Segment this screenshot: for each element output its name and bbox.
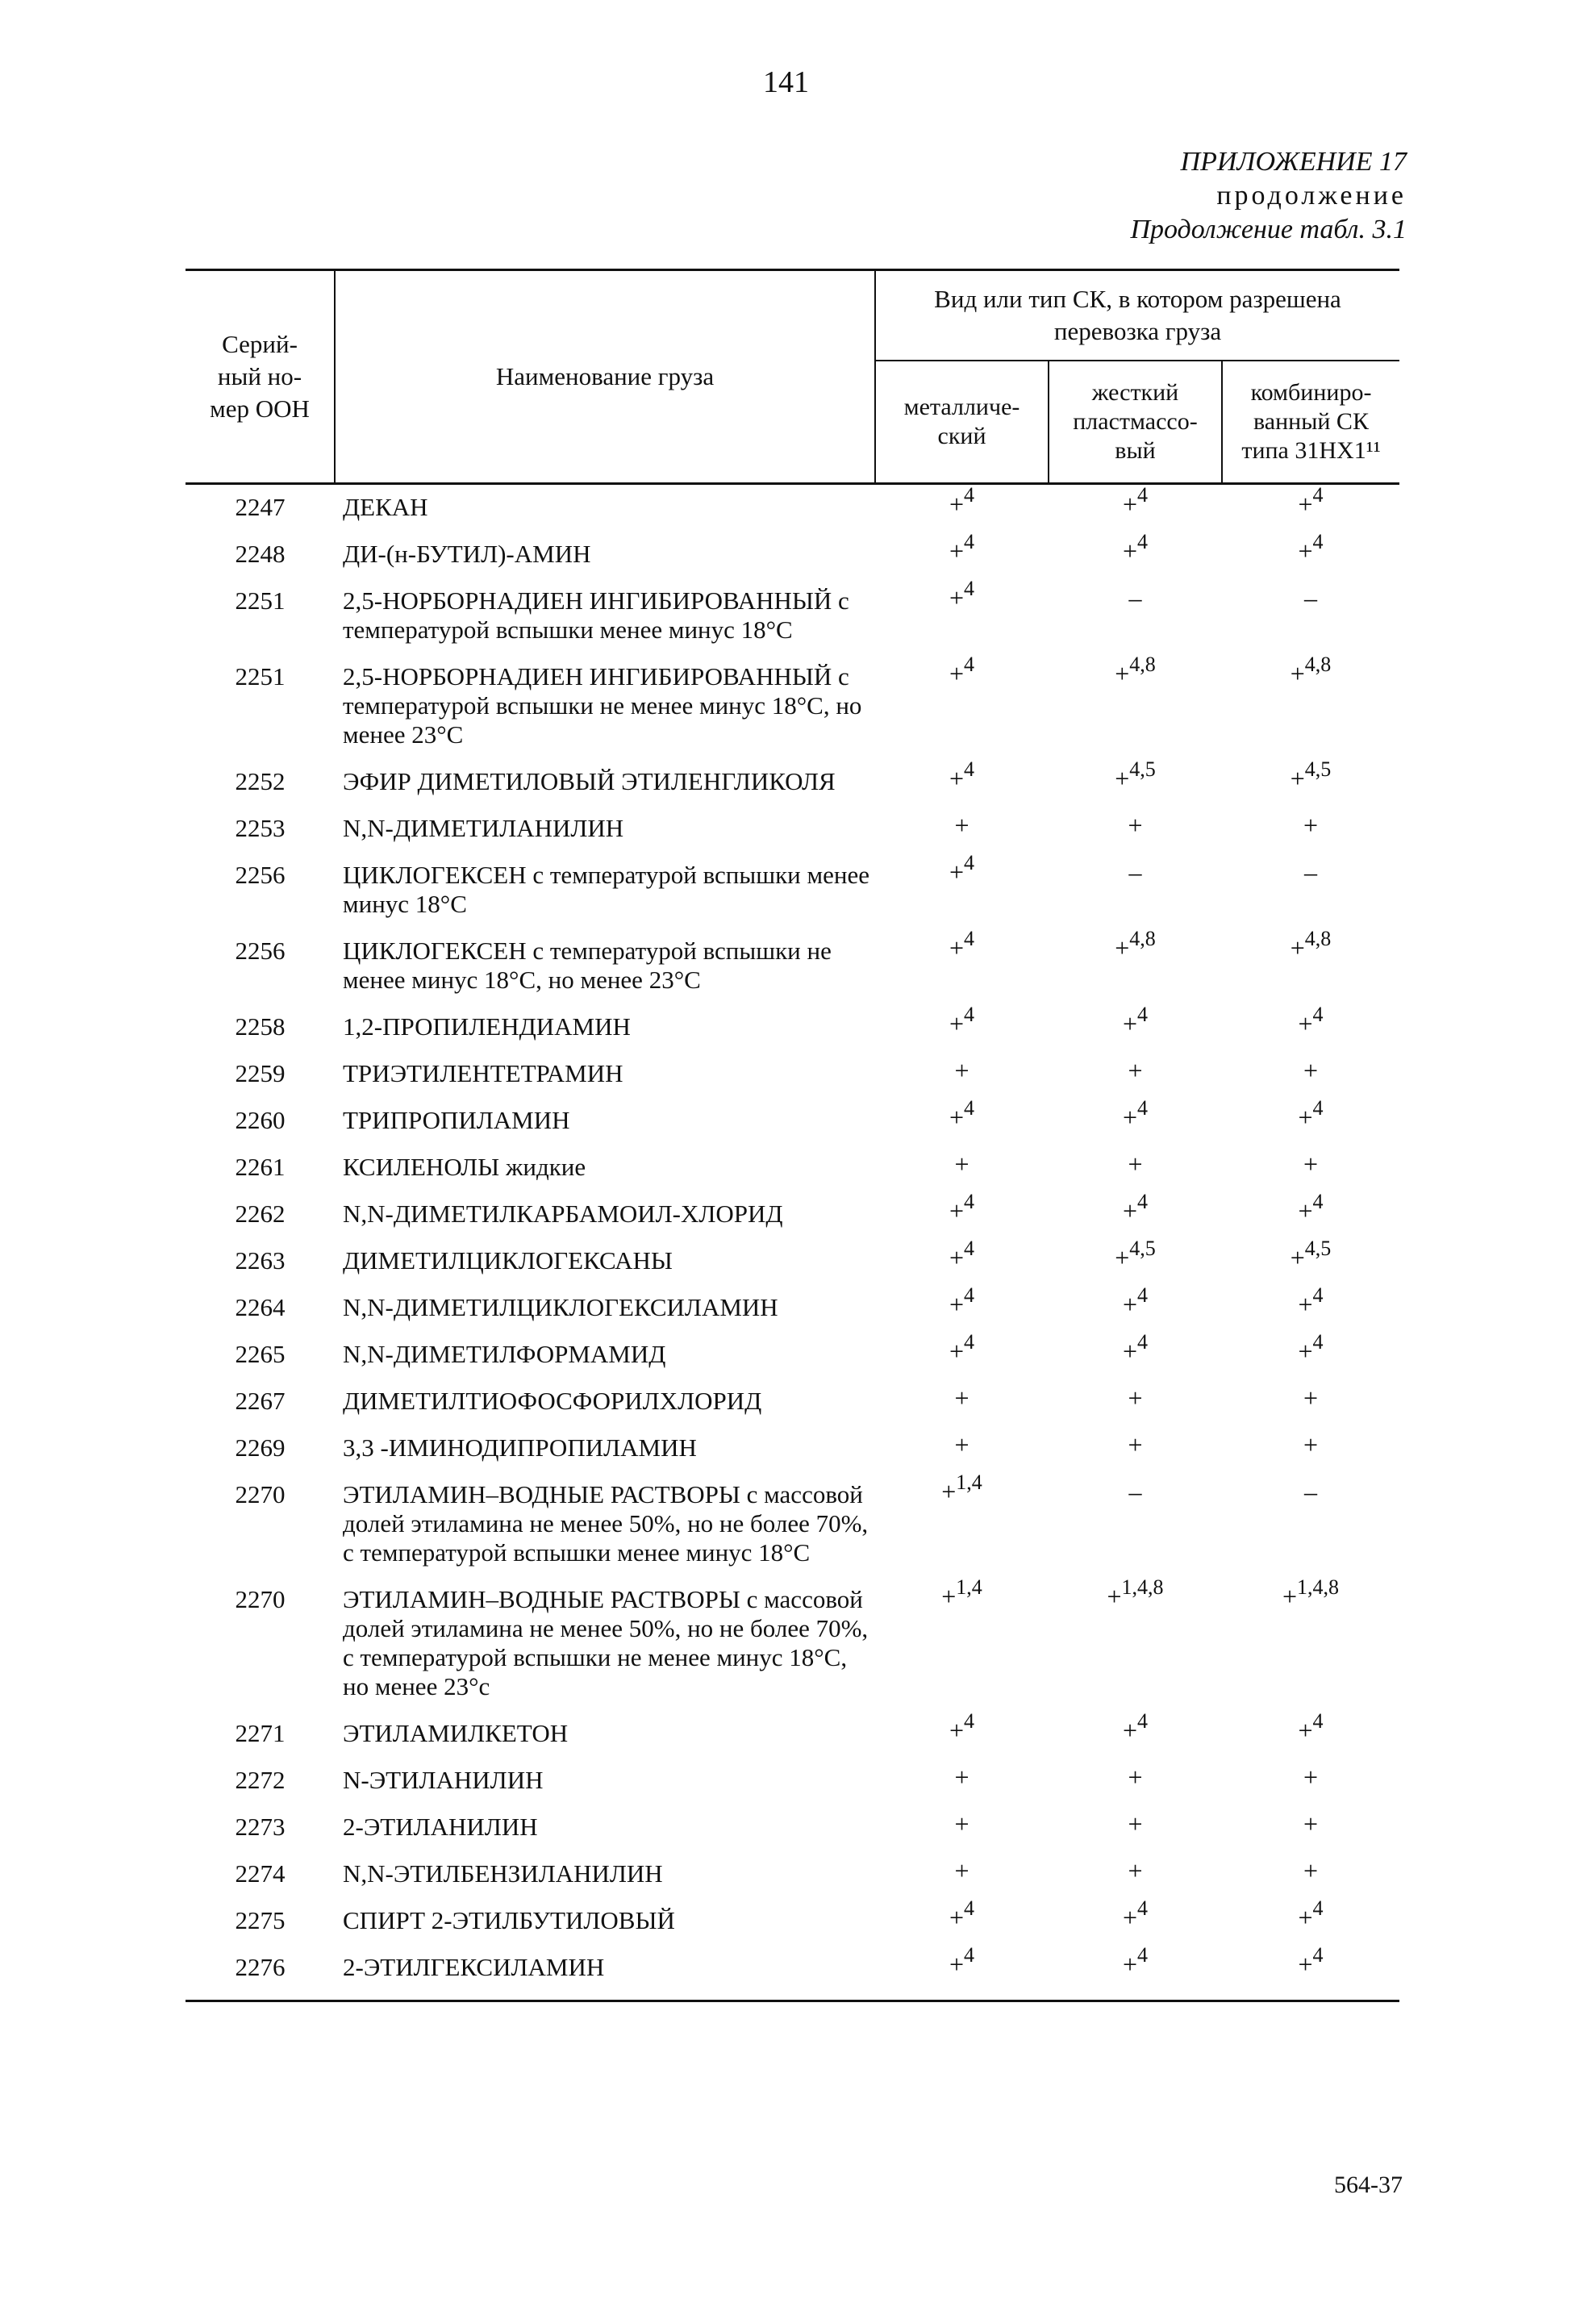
table-row <box>186 1577 1399 1711</box>
table-row <box>186 1379 1399 1425</box>
composite-value-cell <box>1222 1851 1399 1898</box>
footnote-ref: 4 <box>1312 483 1324 507</box>
cargo-name-cell: ЭФИР ДИМЕТИЛОВЫЙ ЭТИЛЕНГЛИКОЛЯ <box>343 767 836 795</box>
footnote-ref: 4,8 <box>1304 927 1332 951</box>
composite-value-cell <box>1222 1098 1399 1145</box>
page-number: 141 <box>763 65 809 99</box>
rigid-plastic-value-cell <box>1049 1145 1222 1191</box>
table-row <box>186 484 1399 532</box>
metal-value-cell <box>875 1004 1049 1051</box>
appendix-header <box>1130 145 1407 247</box>
cargo-name-cell: ЭТИЛАМИЛКЕТОН <box>343 1719 569 1747</box>
footnote-ref: 4 <box>1137 1283 1149 1308</box>
composite-value-cell <box>1222 1945 1399 2001</box>
metal-value-cell <box>875 484 1049 532</box>
cargo-name-cell: ЭТИЛАМИН–ВОДНЫЕ РАСТВОРЫ с массовой долей этиламина не менее 50%, но не более 70%, с температурой вспышки менее минус 18°С <box>343 1480 869 1567</box>
permission-sign: + <box>949 583 965 612</box>
footnote-ref: 4 <box>1137 1709 1149 1734</box>
footnote-ref: 4 <box>1137 1330 1149 1354</box>
footnote-ref: 4 <box>1137 1190 1149 1214</box>
metal-value-cell <box>875 1945 1049 2001</box>
un-number-cell: 2276 <box>186 1945 335 2001</box>
metal-value-cell <box>875 1805 1049 1851</box>
permission-sign: + <box>1128 1149 1143 1179</box>
footnote-ref: 4,5 <box>1304 1237 1332 1261</box>
table-row <box>186 1758 1399 1805</box>
permission-sign: + <box>941 1582 957 1611</box>
footnote-ref: 4 <box>964 1003 975 1027</box>
cargo-name-cell: N,N-ДИМЕТИЛАНИЛИН <box>343 814 624 842</box>
permission-sign: + <box>1122 1103 1138 1132</box>
rigid-plastic-value-cell <box>1049 1051 1222 1098</box>
metal-value-cell <box>875 1851 1049 1898</box>
footnote-ref: 4 <box>964 483 975 507</box>
composite-value-cell <box>1222 759 1399 806</box>
footnote-ref: 4 <box>964 1237 975 1261</box>
composite-value-cell <box>1222 484 1399 532</box>
permission-sign: + <box>1298 490 1313 519</box>
footnote-ref: 4 <box>1312 530 1324 554</box>
footnote-ref: 4 <box>964 1896 975 1921</box>
permission-sign: + <box>1122 1950 1138 1979</box>
metal-value-cell <box>875 1332 1049 1379</box>
permission-sign: + <box>1298 1009 1313 1038</box>
rigid-plastic-value-cell <box>1049 532 1222 578</box>
un-number-cell: 2269 <box>235 1433 286 1462</box>
permission-sign: + <box>1303 1056 1319 1085</box>
footnote-ref: 4 <box>964 1096 975 1120</box>
un-number-cell: 2271 <box>235 1719 286 1747</box>
footnote-ref: 4,8 <box>1129 927 1156 951</box>
footnote-ref: 4 <box>1137 1096 1149 1120</box>
un-number-cell: 2256 <box>235 861 286 889</box>
table-row <box>186 532 1399 578</box>
composite-value-cell <box>1222 853 1399 928</box>
rigid-plastic-value-cell <box>1049 928 1222 1004</box>
composite-value-cell <box>1222 1145 1399 1191</box>
table-row <box>186 853 1399 928</box>
permission-sign: + <box>949 490 965 519</box>
permission-sign: + <box>949 1103 965 1132</box>
permission-sign: + <box>1298 1337 1313 1366</box>
permission-sign: + <box>949 764 965 793</box>
footnote-ref: 4 <box>964 1190 975 1214</box>
metal-value-cell <box>875 759 1049 806</box>
permission-sign: + <box>1128 1056 1143 1085</box>
metal-value-cell <box>875 806 1049 853</box>
table-row <box>186 1425 1399 1472</box>
metal-value-cell <box>875 1285 1049 1332</box>
permission-sign: – <box>1304 583 1317 612</box>
permission-sign: + <box>1122 1290 1138 1319</box>
permission-sign: + <box>949 536 965 565</box>
un-number-cell: 2256 <box>235 937 286 965</box>
metal-value-cell <box>875 1191 1049 1238</box>
permission-sign: + <box>1298 1196 1313 1225</box>
table-row <box>186 1098 1399 1145</box>
permission-sign: + <box>1290 764 1305 793</box>
table-row <box>186 654 1399 759</box>
cargo-name-cell: N,N-ДИМЕТИЛКАРБАМОИЛ-ХЛОРИД <box>343 1200 783 1228</box>
footnote-ref: 1,4 <box>956 1575 982 1600</box>
continuation-label: продолжение <box>1216 181 1407 211</box>
un-number-cell: 2274 <box>235 1859 286 1888</box>
cargo-name-cell: 2-ЭТИЛГЕКСИЛАМИН <box>335 1945 875 2001</box>
permission-sign: + <box>949 1290 965 1319</box>
footnote-ref: 4 <box>964 653 975 677</box>
permission-sign: + <box>1107 1582 1122 1611</box>
footnote-ref: 1,4 <box>956 1471 982 1495</box>
rigid-plastic-value-cell <box>1049 1379 1222 1425</box>
footnote-ref: 4 <box>1312 1330 1324 1354</box>
permission-sign: + <box>949 659 965 688</box>
rigid-plastic-value-cell <box>1049 1472 1222 1577</box>
cargo-name-cell: N,N-ДИМЕТИЛФОРМАМИД <box>343 1340 666 1368</box>
permission-sign: + <box>1303 1383 1319 1412</box>
cargo-name-cell: ТРИЭТИЛЕНТЕТРАМИН <box>343 1059 623 1087</box>
permission-sign: + <box>949 1950 965 1979</box>
rigid-plastic-value-cell <box>1049 1238 1222 1285</box>
composite-value-cell <box>1222 1051 1399 1098</box>
cargo-name-cell: ДИМЕТИЛЦИКЛОГЕКСАНЫ <box>343 1246 673 1275</box>
footnote-ref: 4 <box>1312 1283 1324 1308</box>
un-number-cell: 2273 <box>235 1813 286 1841</box>
footnote-ref: 4 <box>1312 1943 1324 1967</box>
permission-sign: + <box>954 1383 969 1412</box>
header-metal: металличе- ский <box>875 361 1049 484</box>
composite-value-cell <box>1222 1898 1399 1945</box>
permission-sign: + <box>1303 1763 1319 1792</box>
cargo-name-cell: N,N-ДИМЕТИЛЦИКЛОГЕКСИЛАМИН <box>343 1293 778 1321</box>
footnote-ref: 4 <box>964 1943 975 1967</box>
un-number-cell: 2253 <box>235 814 286 842</box>
rigid-plastic-value-cell <box>1049 1332 1222 1379</box>
permission-sign: + <box>954 1809 969 1838</box>
cargo-name-cell: N,N-ЭТИЛБЕНЗИЛАНИЛИН <box>343 1859 663 1888</box>
table-row <box>186 1145 1399 1191</box>
composite-value-cell <box>1222 578 1399 654</box>
un-number-cell: 2260 <box>235 1106 286 1134</box>
permission-sign: + <box>1298 1903 1313 1932</box>
permission-sign: + <box>1122 536 1138 565</box>
cargo-name-cell: ДИ-(н-БУТИЛ)-АМИН <box>343 540 591 568</box>
rigid-plastic-value-cell <box>1049 759 1222 806</box>
un-number-cell: 2251 <box>235 662 286 691</box>
metal-value-cell <box>875 1898 1049 1945</box>
footnote-ref: 4,5 <box>1304 757 1332 782</box>
cargo-name-cell: 2,5-НОРБОРНАДИЕН ИНГИБИРОВАННЫЙ с температурой вспышки не менее минус 18°С, но менее 23°С <box>343 662 862 749</box>
footnote-ref: 4 <box>964 1283 975 1308</box>
footnote-ref: 4 <box>1312 1003 1324 1027</box>
permission-sign: + <box>954 1430 969 1459</box>
permission-sign: + <box>1290 1243 1305 1272</box>
permission-sign: + <box>1122 1196 1138 1225</box>
permission-sign: + <box>1115 1243 1130 1272</box>
cargo-name-cell: ЦИКЛОГЕКСЕН с температурой вспышки не менее минус 18°С, но менее 23°С <box>343 937 832 994</box>
permission-sign: + <box>1122 1903 1138 1932</box>
permission-sign: + <box>1122 490 1138 519</box>
permission-sign: + <box>949 1716 965 1745</box>
metal-value-cell <box>875 1098 1049 1145</box>
table-row <box>186 806 1399 853</box>
metal-value-cell <box>875 1425 1049 1472</box>
footnote-ref: 4 <box>964 530 975 554</box>
header-container-type: Вид или тип СК, в котором разрешена перевозка груза <box>875 270 1399 361</box>
un-number-cell: 2262 <box>235 1200 286 1228</box>
permission-sign: + <box>1303 1809 1319 1838</box>
permission-sign: + <box>949 1009 965 1038</box>
footnote-ref: 4 <box>1312 1896 1324 1921</box>
permission-sign: + <box>1128 1763 1143 1792</box>
cargo-name-cell: СПИРТ 2-ЭТИЛБУТИЛОВЫЙ <box>343 1906 675 1934</box>
metal-value-cell <box>875 853 1049 928</box>
permission-sign: + <box>1303 811 1319 840</box>
permission-sign: + <box>1128 1809 1143 1838</box>
un-number-cell: 2258 <box>235 1012 286 1041</box>
permission-sign: + <box>949 1243 965 1272</box>
composite-value-cell <box>1222 1711 1399 1758</box>
rigid-plastic-value-cell <box>1049 1098 1222 1145</box>
table-row <box>186 1332 1399 1379</box>
header-rigid-plastic: жесткий пластмассо- вый <box>1049 361 1222 484</box>
footnote-ref: 4 <box>1137 483 1149 507</box>
table-row <box>186 1945 1399 2001</box>
metal-value-cell <box>875 1472 1049 1577</box>
footnote-ref: 4 <box>1137 1896 1149 1921</box>
un-number-cell: 2264 <box>235 1293 286 1321</box>
permission-sign: + <box>1303 1430 1319 1459</box>
un-number-cell: 2270 <box>235 1585 286 1613</box>
metal-value-cell <box>875 1238 1049 1285</box>
rigid-plastic-value-cell <box>1049 1898 1222 1945</box>
footnote-ref: 4,5 <box>1129 757 1156 782</box>
composite-value-cell <box>1222 1805 1399 1851</box>
header-composite: комбиниро- ванный СК типа 31НХ1¹¹ <box>1222 361 1399 484</box>
rigid-plastic-value-cell <box>1049 1285 1222 1332</box>
footnote-ref: 4 <box>964 577 975 601</box>
cargo-name-cell: 2,5-НОРБОРНАДИЕН ИНГИБИРОВАННЫЙ с температурой вспышки менее минус 18°С <box>343 586 849 644</box>
cargo-name-cell: 3,3 -ИМИНОДИПРОПИЛАМИН <box>343 1433 697 1462</box>
table-row <box>186 1805 1399 1851</box>
permission-sign: + <box>1298 536 1313 565</box>
permission-sign: + <box>1128 1383 1143 1412</box>
table-row <box>186 759 1399 806</box>
rigid-plastic-value-cell <box>1049 806 1222 853</box>
footnote-ref: 4,8 <box>1304 653 1332 677</box>
metal-value-cell <box>875 532 1049 578</box>
composite-value-cell <box>1222 654 1399 759</box>
permission-sign: + <box>1115 659 1130 688</box>
cargo-table <box>186 269 1399 2002</box>
permission-sign: + <box>1115 764 1130 793</box>
rigid-plastic-value-cell <box>1049 1425 1222 1472</box>
permission-sign: – <box>1304 1477 1317 1506</box>
composite-value-cell <box>1222 1285 1399 1332</box>
table-continuation-label: Продолжение табл. 3.1 <box>1130 215 1407 244</box>
table-row <box>186 1051 1399 1098</box>
rigid-plastic-value-cell <box>1049 1758 1222 1805</box>
table-header <box>186 270 1399 484</box>
permission-sign: + <box>954 811 969 840</box>
metal-value-cell <box>875 1758 1049 1805</box>
permission-sign: + <box>941 1477 957 1506</box>
permission-sign: + <box>954 1056 969 1085</box>
rigid-plastic-value-cell <box>1049 654 1222 759</box>
table-row <box>186 1711 1399 1758</box>
un-number-cell: 2247 <box>235 493 286 521</box>
cargo-name-cell: КСИЛЕНОЛЫ жидкие <box>343 1153 586 1181</box>
cargo-name-cell: ЭТИЛАМИН–ВОДНЫЕ РАСТВОРЫ с массовой долей этиламина не менее 50%, но не более 70%, с температурой вспышки не менее минус 18°С, но менее 23°с <box>343 1585 869 1700</box>
cargo-name-cell: ДИМЕТИЛТИОФОСФОРИЛХЛОРИД <box>343 1387 762 1415</box>
permission-sign: – <box>1128 857 1142 887</box>
un-number-cell: 2252 <box>235 767 286 795</box>
permission-sign: – <box>1304 857 1317 887</box>
table-row <box>186 1238 1399 1285</box>
table-row <box>186 578 1399 654</box>
composite-value-cell <box>1222 1238 1399 1285</box>
rigid-plastic-value-cell <box>1049 578 1222 654</box>
permission-sign: + <box>1128 811 1143 840</box>
permission-sign: + <box>1298 1716 1313 1745</box>
table-row <box>186 1898 1399 1945</box>
table-body <box>186 484 1399 2001</box>
permission-sign: + <box>949 857 965 887</box>
metal-value-cell <box>875 1051 1049 1098</box>
permission-sign: + <box>1128 1430 1143 1459</box>
cargo-name-cell: ЦИКЛОГЕКСЕН с температурой вспышки менее минус 18°С <box>343 861 869 918</box>
permission-sign: + <box>949 1196 965 1225</box>
permission-sign: – <box>1128 1477 1142 1506</box>
permission-sign: + <box>1290 659 1305 688</box>
footnote-ref: 4 <box>964 927 975 951</box>
rigid-plastic-value-cell <box>1049 853 1222 928</box>
composite-value-cell <box>1222 1577 1399 1711</box>
rigid-plastic-value-cell <box>1049 1577 1222 1711</box>
metal-value-cell <box>875 1379 1049 1425</box>
rigid-plastic-value-cell <box>1049 1945 1222 2001</box>
composite-value-cell <box>1222 1379 1399 1425</box>
table-row <box>186 1472 1399 1577</box>
permission-sign: + <box>949 1903 965 1932</box>
header-cargo-name: Наименование груза <box>335 270 875 484</box>
composite-value-cell <box>1222 1425 1399 1472</box>
composite-value-cell <box>1222 806 1399 853</box>
permission-sign: + <box>954 1149 969 1179</box>
permission-sign: + <box>1122 1337 1138 1366</box>
permission-sign: + <box>1303 1856 1319 1885</box>
un-number-cell: 2267 <box>235 1387 286 1415</box>
rigid-plastic-value-cell <box>1049 1191 1222 1238</box>
metal-value-cell <box>875 1577 1049 1711</box>
footnote-ref: 4,5 <box>1129 1237 1156 1261</box>
footnote-ref: 4 <box>1312 1190 1324 1214</box>
permission-sign: – <box>1128 583 1142 612</box>
footnote-ref: 4 <box>964 757 975 782</box>
footnote-ref: 4,8 <box>1129 653 1156 677</box>
cargo-name-cell: ДЕКАН <box>343 493 428 521</box>
permission-sign: + <box>1298 1103 1313 1132</box>
cargo-name-cell: N-ЭТИЛАНИЛИН <box>343 1766 544 1794</box>
footnote-ref: 1,4,8 <box>1297 1575 1340 1600</box>
permission-sign: + <box>1115 933 1130 962</box>
composite-value-cell <box>1222 1004 1399 1051</box>
cargo-name-cell: ТРИПРОПИЛАМИН <box>343 1106 570 1134</box>
table-row <box>186 1191 1399 1238</box>
footnote-ref: 4 <box>964 1330 975 1354</box>
un-number-cell: 2270 <box>235 1480 286 1508</box>
metal-value-cell <box>875 578 1049 654</box>
header-un-number: Серий- ный но- мер ООН <box>186 270 335 484</box>
metal-value-cell <box>875 1145 1049 1191</box>
composite-value-cell <box>1222 1191 1399 1238</box>
metal-value-cell <box>875 1711 1049 1758</box>
table-row <box>186 1004 1399 1051</box>
permission-sign: + <box>954 1856 969 1885</box>
un-number-cell: 2263 <box>235 1246 286 1275</box>
footnote-ref: 1,4,8 <box>1121 1575 1164 1600</box>
footnote-ref: 4 <box>1137 1943 1149 1967</box>
permission-sign: + <box>1122 1716 1138 1745</box>
un-number-cell: 2272 <box>235 1766 286 1794</box>
composite-value-cell <box>1222 1472 1399 1577</box>
permission-sign: + <box>1303 1149 1319 1179</box>
composite-value-cell <box>1222 928 1399 1004</box>
rigid-plastic-value-cell <box>1049 1004 1222 1051</box>
un-number-cell: 2275 <box>235 1906 286 1934</box>
permission-sign: + <box>1298 1950 1313 1979</box>
footnote-ref: 4 <box>1312 1709 1324 1734</box>
un-number-cell: 2265 <box>235 1340 286 1368</box>
composite-value-cell <box>1222 1332 1399 1379</box>
permission-sign: + <box>954 1763 969 1792</box>
cargo-name-cell: 1,2-ПРОПИЛЕНДИАМИН <box>343 1012 631 1041</box>
permission-sign: + <box>1282 1582 1298 1611</box>
metal-value-cell <box>875 928 1049 1004</box>
cargo-name-cell: 2-ЭТИЛАНИЛИН <box>343 1813 538 1841</box>
rigid-plastic-value-cell <box>1049 1851 1222 1898</box>
un-number-cell: 2248 <box>235 540 286 568</box>
un-number-cell: 2259 <box>235 1059 286 1087</box>
un-number-cell: 2261 <box>235 1153 286 1181</box>
footnote-ref: 4 <box>964 851 975 875</box>
composite-value-cell <box>1222 1758 1399 1805</box>
metal-value-cell <box>875 654 1049 759</box>
rigid-plastic-value-cell <box>1049 1711 1222 1758</box>
permission-sign: + <box>949 1337 965 1366</box>
permission-sign: + <box>949 933 965 962</box>
rigid-plastic-value-cell <box>1049 1805 1222 1851</box>
table-row <box>186 928 1399 1004</box>
permission-sign: + <box>1298 1290 1313 1319</box>
rigid-plastic-value-cell <box>1049 484 1222 532</box>
footnote-ref: 4 <box>964 1709 975 1734</box>
permission-sign: + <box>1122 1009 1138 1038</box>
composite-value-cell <box>1222 532 1399 578</box>
print-code: 564-37 <box>1334 2172 1403 2198</box>
table-row <box>186 1285 1399 1332</box>
footnote-ref: 4 <box>1137 530 1149 554</box>
permission-sign: + <box>1290 933 1305 962</box>
un-number-cell: 2251 <box>235 586 286 615</box>
permission-sign: + <box>1128 1856 1143 1885</box>
footnote-ref: 4 <box>1137 1003 1149 1027</box>
table-row <box>186 1851 1399 1898</box>
appendix-title: ПРИЛОЖЕНИЕ 17 <box>1180 147 1407 177</box>
footnote-ref: 4 <box>1312 1096 1324 1120</box>
